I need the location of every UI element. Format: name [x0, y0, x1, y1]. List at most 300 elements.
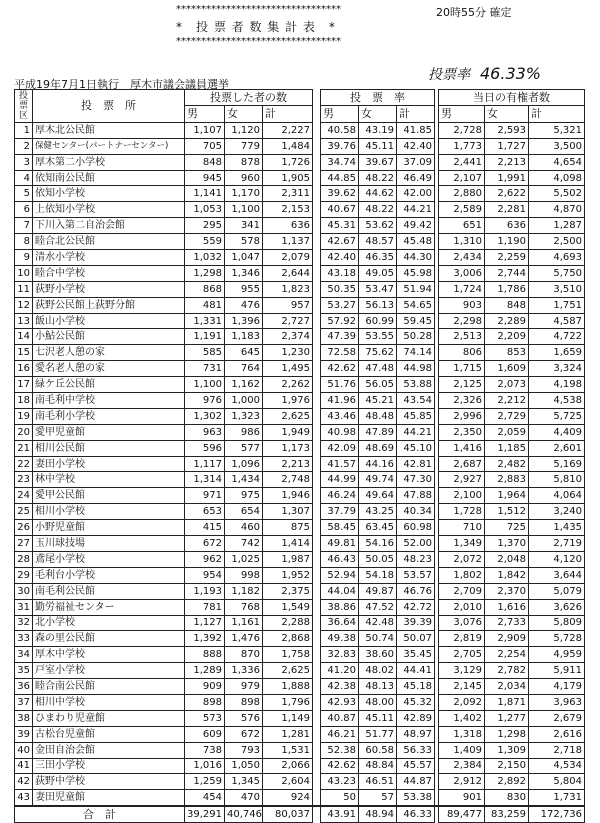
rate-male: 42.40 [321, 250, 359, 266]
district-number: 26 [15, 520, 33, 536]
eligible-total: 5,810 [529, 472, 585, 488]
voters-total: 2,644 [263, 265, 313, 281]
rate-male: 42.09 [321, 440, 359, 456]
rate-female: 44.16 [359, 456, 397, 472]
eligible-female: 2,909 [485, 631, 529, 647]
district-number: 12 [15, 297, 33, 313]
polling-place-name: 南毛利中学校 [33, 393, 185, 409]
eligible-total: 4,722 [529, 329, 585, 345]
election-caption: 平成19年7月1日執行 厚木市議会議員選挙 [14, 78, 229, 91]
rate-total: 45.57 [397, 758, 435, 774]
district-number: 30 [15, 583, 33, 599]
table-row [15, 377, 585, 393]
voters-male: 1,107 [185, 122, 225, 138]
rate-female: 45.21 [359, 393, 397, 409]
eligible-male: 2,441 [439, 154, 485, 170]
eligible-female: 1,964 [485, 488, 529, 504]
rate-total: 50.28 [397, 329, 435, 345]
eligible-female: 2,883 [485, 472, 529, 488]
voters-total: 1,949 [263, 424, 313, 440]
rate-male: 36.64 [321, 615, 359, 631]
eligible-total: 5,750 [529, 265, 585, 281]
voters-male: 945 [185, 170, 225, 186]
voters-female: 1,161 [225, 615, 263, 631]
district-number: 23 [15, 472, 33, 488]
eligible-female: 2,259 [485, 250, 529, 266]
polling-place-name: 愛甲児童館 [33, 424, 185, 440]
rate-male: 34.74 [321, 154, 359, 170]
rate-total: 41.85 [397, 122, 435, 138]
rate-male: 40.58 [321, 122, 359, 138]
header-stars-top: ********************************* [176, 4, 341, 15]
rate-female: 57 [359, 790, 397, 806]
rate-total: 44.41 [397, 663, 435, 679]
table-row [15, 440, 585, 456]
voters-female: 960 [225, 170, 263, 186]
eligible-total: 5,502 [529, 186, 585, 202]
eligible-female: 2,213 [485, 154, 529, 170]
rate-male: 40.67 [321, 202, 359, 218]
district-number: 15 [15, 345, 33, 361]
eligible-male: 2,384 [439, 758, 485, 774]
table-row [15, 520, 585, 536]
eligible-male: 3,129 [439, 663, 485, 679]
voters-male: 781 [185, 599, 225, 615]
rate-female: 49.64 [359, 488, 397, 504]
eligible-total: 4,198 [529, 377, 585, 393]
voters-female: 578 [225, 234, 263, 250]
voters-male: 738 [185, 742, 225, 758]
voters-male: 1,117 [185, 456, 225, 472]
voters-male: 888 [185, 647, 225, 663]
voters-male: 1,141 [185, 186, 225, 202]
voters-total: 2,625 [263, 663, 313, 679]
voters-header: 投票した者の数 [185, 90, 313, 106]
eligible-total: 4,693 [529, 250, 585, 266]
voters-male: 731 [185, 361, 225, 377]
district-number: 9 [15, 250, 33, 266]
polling-place-name: 睦合北公民館 [33, 234, 185, 250]
eligible-total: 4,870 [529, 202, 585, 218]
polling-place-name: 睦合中学校 [33, 265, 185, 281]
voters-male: 971 [185, 488, 225, 504]
table-row [15, 297, 585, 313]
rate-male: 43.23 [321, 774, 359, 790]
eligible-total: 4,587 [529, 313, 585, 329]
polling-place-name: 玉川球技場 [33, 536, 185, 552]
rate-total: 56.33 [397, 742, 435, 758]
voters-male: 1,302 [185, 408, 225, 424]
district-number: 17 [15, 377, 33, 393]
voters-total: 1,414 [263, 536, 313, 552]
total-label: 合 計 [15, 806, 185, 822]
voters-female: 341 [225, 218, 263, 234]
polling-place-name: 荻野小学校 [33, 281, 185, 297]
rate-total: 42.81 [397, 456, 435, 472]
voters-female: 742 [225, 536, 263, 552]
voters-female: 1,396 [225, 313, 263, 329]
voters-female: 1,050 [225, 758, 263, 774]
eligible-total: 4,654 [529, 154, 585, 170]
eligible-total: 3,644 [529, 567, 585, 583]
voters-female: 577 [225, 440, 263, 456]
polling-place-name: 厚木第二小学校 [33, 154, 185, 170]
rate-female: 50.74 [359, 631, 397, 647]
rate-total: 45.18 [397, 679, 435, 695]
eligible-total: 3,324 [529, 361, 585, 377]
district-number: 39 [15, 726, 33, 742]
eligible-male: 2,125 [439, 377, 485, 393]
rate-total: 74.14 [397, 345, 435, 361]
voters-female: 1,345 [225, 774, 263, 790]
tally-table [14, 89, 585, 823]
district-number: 8 [15, 234, 33, 250]
eligible-total: 4,534 [529, 758, 585, 774]
voters-female: 672 [225, 726, 263, 742]
voters-male: 898 [185, 694, 225, 710]
voters-female: 998 [225, 567, 263, 583]
voters-female: 1,183 [225, 329, 263, 345]
eligible-total: 5,728 [529, 631, 585, 647]
rate-total: 48.97 [397, 726, 435, 742]
eligible-male: 2,589 [439, 202, 485, 218]
eligible-total: 4,538 [529, 393, 585, 409]
district-number: 7 [15, 218, 33, 234]
table-row [15, 679, 585, 695]
eligible-male: 3,076 [439, 615, 485, 631]
rate-total: 53.88 [397, 377, 435, 393]
polling-place-name: 下川入第二自治会館 [33, 218, 185, 234]
eligible-male: 1,724 [439, 281, 485, 297]
voters-male: 1,298 [185, 265, 225, 281]
eligible-total: 5,809 [529, 615, 585, 631]
voters-female: 1,000 [225, 393, 263, 409]
eligible-male: 2,819 [439, 631, 485, 647]
eligible-male: 2,350 [439, 424, 485, 440]
rate-male: 40.87 [321, 710, 359, 726]
eligible-female: 830 [485, 790, 529, 806]
eligible-female: 2,281 [485, 202, 529, 218]
polling-place-name: 森の里公民館 [33, 631, 185, 647]
voters-male: 1,331 [185, 313, 225, 329]
eligible-total-header: 計 [529, 105, 585, 122]
rate-total: 44.30 [397, 250, 435, 266]
eligible-female: 1,512 [485, 504, 529, 520]
rate-male: 42.62 [321, 361, 359, 377]
voters-male: 962 [185, 551, 225, 567]
total-rate-female: 48.94 [359, 806, 397, 822]
table-row [15, 472, 585, 488]
rate-female: 51.77 [359, 726, 397, 742]
voters-total-header: 計 [263, 105, 313, 122]
eligible-male: 2,927 [439, 472, 485, 488]
rate-female: 60.99 [359, 313, 397, 329]
rate-total: 45.85 [397, 408, 435, 424]
voters-total: 2,311 [263, 186, 313, 202]
table-row [15, 250, 585, 266]
eligible-total: 4,098 [529, 170, 585, 186]
voters-male: 415 [185, 520, 225, 536]
voters-male: 573 [185, 710, 225, 726]
polling-place-name: 鳶尾小学校 [33, 551, 185, 567]
eligible-female: 2,059 [485, 424, 529, 440]
voters-male: 848 [185, 154, 225, 170]
table-row [15, 742, 585, 758]
rate-female: 53.47 [359, 281, 397, 297]
voters-male: 1,053 [185, 202, 225, 218]
district-number: 40 [15, 742, 33, 758]
district-number: 42 [15, 774, 33, 790]
rate-female: 53.62 [359, 218, 397, 234]
voters-male: 1,289 [185, 663, 225, 679]
rate-total: 44.87 [397, 774, 435, 790]
rate-total: 50.07 [397, 631, 435, 647]
voters-female: 1,323 [225, 408, 263, 424]
rate-male: 46.21 [321, 726, 359, 742]
table-row [15, 551, 585, 567]
eligible-female: 1,277 [485, 710, 529, 726]
table-row [15, 567, 585, 583]
total-voters-female: 40,746 [225, 806, 263, 822]
polling-place-name: 戸室小学校 [33, 663, 185, 679]
eligible-total: 5,725 [529, 408, 585, 424]
voters-total: 2,288 [263, 615, 313, 631]
rate-male: 50 [321, 790, 359, 806]
eligible-female: 2,622 [485, 186, 529, 202]
rate-total: 53.57 [397, 567, 435, 583]
district-number: 14 [15, 329, 33, 345]
district-number: 29 [15, 567, 33, 583]
eligible-male: 2,326 [439, 393, 485, 409]
polling-place-name: 荻野中学校 [33, 774, 185, 790]
eligible-male: 2,709 [439, 583, 485, 599]
polling-place-name: 清水小学校 [33, 250, 185, 266]
eligible-female: 848 [485, 297, 529, 313]
eligible-female: 2,733 [485, 615, 529, 631]
voters-male-header: 男 [185, 105, 225, 122]
voters-total: 1,888 [263, 679, 313, 695]
rate-male: 49.38 [321, 631, 359, 647]
eligible-female: 2,073 [485, 377, 529, 393]
voters-total: 2,748 [263, 472, 313, 488]
rate-female: 45.11 [359, 138, 397, 154]
eligible-female: 2,744 [485, 265, 529, 281]
polling-place-name: 古松台児童館 [33, 726, 185, 742]
voters-total: 1,987 [263, 551, 313, 567]
place-header: 投 票 所 [33, 90, 185, 123]
rate-male: 41.96 [321, 393, 359, 409]
rate-female: 48.69 [359, 440, 397, 456]
district-number: 24 [15, 488, 33, 504]
eligible-total: 3,240 [529, 504, 585, 520]
eligible-male: 2,687 [439, 456, 485, 472]
voters-total: 2,079 [263, 250, 313, 266]
rate-total: 45.10 [397, 440, 435, 456]
rate-female: 48.13 [359, 679, 397, 695]
eligible-female: 725 [485, 520, 529, 536]
district-header: 投票区 [15, 90, 33, 123]
rate-female: 47.48 [359, 361, 397, 377]
district-number: 27 [15, 536, 33, 552]
district-number: 3 [15, 154, 33, 170]
district-number: 2 [15, 138, 33, 154]
rate-total: 53.38 [397, 790, 435, 806]
rate-female: 56.05 [359, 377, 397, 393]
table-row [15, 122, 585, 138]
rate-male: 50.35 [321, 281, 359, 297]
eligible-male-header: 男 [439, 105, 485, 122]
voters-total: 2,153 [263, 202, 313, 218]
polling-place-name: 妻田児童館 [33, 790, 185, 806]
eligible-total: 4,179 [529, 679, 585, 695]
eligible-female: 2,254 [485, 647, 529, 663]
rate-male: 49.81 [321, 536, 359, 552]
table-row [15, 615, 585, 631]
eligible-total: 5,079 [529, 583, 585, 599]
table-row [15, 218, 585, 234]
district-number: 43 [15, 790, 33, 806]
voters-female: 764 [225, 361, 263, 377]
rate-total: 59.45 [397, 313, 435, 329]
total-eligible-total: 172,736 [529, 806, 585, 822]
voters-male: 705 [185, 138, 225, 154]
rate-male: 42.93 [321, 694, 359, 710]
table-row [15, 138, 585, 154]
eligible-female: 1,609 [485, 361, 529, 377]
rate-female: 47.52 [359, 599, 397, 615]
rate-male: 41.57 [321, 456, 359, 472]
total-rate-male: 43.91 [321, 806, 359, 822]
eligible-female: 1,727 [485, 138, 529, 154]
total-rate-total: 46.33 [397, 806, 435, 822]
total-row [15, 806, 585, 822]
district-number: 18 [15, 393, 33, 409]
district-number: 28 [15, 551, 33, 567]
polling-place-name: 南毛利小学校 [33, 408, 185, 424]
table-row [15, 456, 585, 472]
voters-total: 1,946 [263, 488, 313, 504]
voters-female: 576 [225, 710, 263, 726]
voters-total: 636 [263, 218, 313, 234]
district-number: 38 [15, 710, 33, 726]
table-row [15, 234, 585, 250]
voters-total: 957 [263, 297, 313, 313]
voters-total: 1,307 [263, 504, 313, 520]
polling-place-name: 毛利台小学校 [33, 567, 185, 583]
eligible-female: 1,190 [485, 234, 529, 250]
polling-place-name: 緑ケ丘公民館 [33, 377, 185, 393]
voters-total: 1,495 [263, 361, 313, 377]
voters-male: 596 [185, 440, 225, 456]
rate-total: 45.32 [397, 694, 435, 710]
table-row [15, 599, 585, 615]
rate-male: 42.38 [321, 679, 359, 695]
total-eligible-male: 89,477 [439, 806, 485, 822]
eligible-male: 2,298 [439, 313, 485, 329]
eligible-total: 1,731 [529, 790, 585, 806]
rate-male: 38.86 [321, 599, 359, 615]
district-number: 11 [15, 281, 33, 297]
rate-female: 54.16 [359, 536, 397, 552]
voters-female: 1,476 [225, 631, 263, 647]
eligible-female: 1,185 [485, 440, 529, 456]
eligible-female: 2,209 [485, 329, 529, 345]
turnout-summary [428, 64, 541, 84]
voters-female: 793 [225, 742, 263, 758]
eligible-male: 3,006 [439, 265, 485, 281]
polling-place-name: 厚木北公民館 [33, 122, 185, 138]
eligible-total: 5,804 [529, 774, 585, 790]
rate-female: 43.19 [359, 122, 397, 138]
table-row [15, 424, 585, 440]
voters-total: 1,905 [263, 170, 313, 186]
rate-female: 39.67 [359, 154, 397, 170]
eligible-male: 2,072 [439, 551, 485, 567]
district-number: 19 [15, 408, 33, 424]
voters-male: 963 [185, 424, 225, 440]
district-number: 16 [15, 361, 33, 377]
rate-total: 47.30 [397, 472, 435, 488]
district-number: 1 [15, 122, 33, 138]
rate-female: 48.84 [359, 758, 397, 774]
rate-male: 46.24 [321, 488, 359, 504]
eligible-total: 5,911 [529, 663, 585, 679]
rate-female: 44.62 [359, 186, 397, 202]
district-number: 5 [15, 186, 33, 202]
table-row [15, 758, 585, 774]
rate-total: 45.98 [397, 265, 435, 281]
eligible-female: 2,782 [485, 663, 529, 679]
voters-male: 609 [185, 726, 225, 742]
voters-female: 955 [225, 281, 263, 297]
rate-total-header: 計 [397, 105, 435, 122]
rate-total: 46.49 [397, 170, 435, 186]
eligible-female: 636 [485, 218, 529, 234]
eligible-male: 1,728 [439, 504, 485, 520]
eligible-male: 2,728 [439, 122, 485, 138]
rate-male: 39.62 [321, 186, 359, 202]
table-row [15, 631, 585, 647]
voters-total: 2,604 [263, 774, 313, 790]
rate-female: 48.22 [359, 170, 397, 186]
voters-female: 975 [225, 488, 263, 504]
eligible-total: 5,169 [529, 456, 585, 472]
polling-place-name: 妻田小学校 [33, 456, 185, 472]
table-row [15, 265, 585, 281]
voters-total: 1,149 [263, 710, 313, 726]
voters-male: 868 [185, 281, 225, 297]
rate-male: 39.76 [321, 138, 359, 154]
voters-total: 875 [263, 520, 313, 536]
voters-male: 454 [185, 790, 225, 806]
district-number: 10 [15, 265, 33, 281]
total-voters-male: 39,291 [185, 806, 225, 822]
eligible-male: 1,349 [439, 536, 485, 552]
rate-female: 49.87 [359, 583, 397, 599]
rate-male: 52.94 [321, 567, 359, 583]
eligible-female: 1,871 [485, 694, 529, 710]
eligible-male: 2,107 [439, 170, 485, 186]
eligible-female: 2,892 [485, 774, 529, 790]
voters-male: 1,259 [185, 774, 225, 790]
rate-female: 48.48 [359, 408, 397, 424]
polling-place-name: 相川中学校 [33, 694, 185, 710]
polling-place-name: 勤労福祉センター [33, 599, 185, 615]
voters-male: 481 [185, 297, 225, 313]
voters-male: 672 [185, 536, 225, 552]
rate-female: 46.35 [359, 250, 397, 266]
rate-male: 57.92 [321, 313, 359, 329]
